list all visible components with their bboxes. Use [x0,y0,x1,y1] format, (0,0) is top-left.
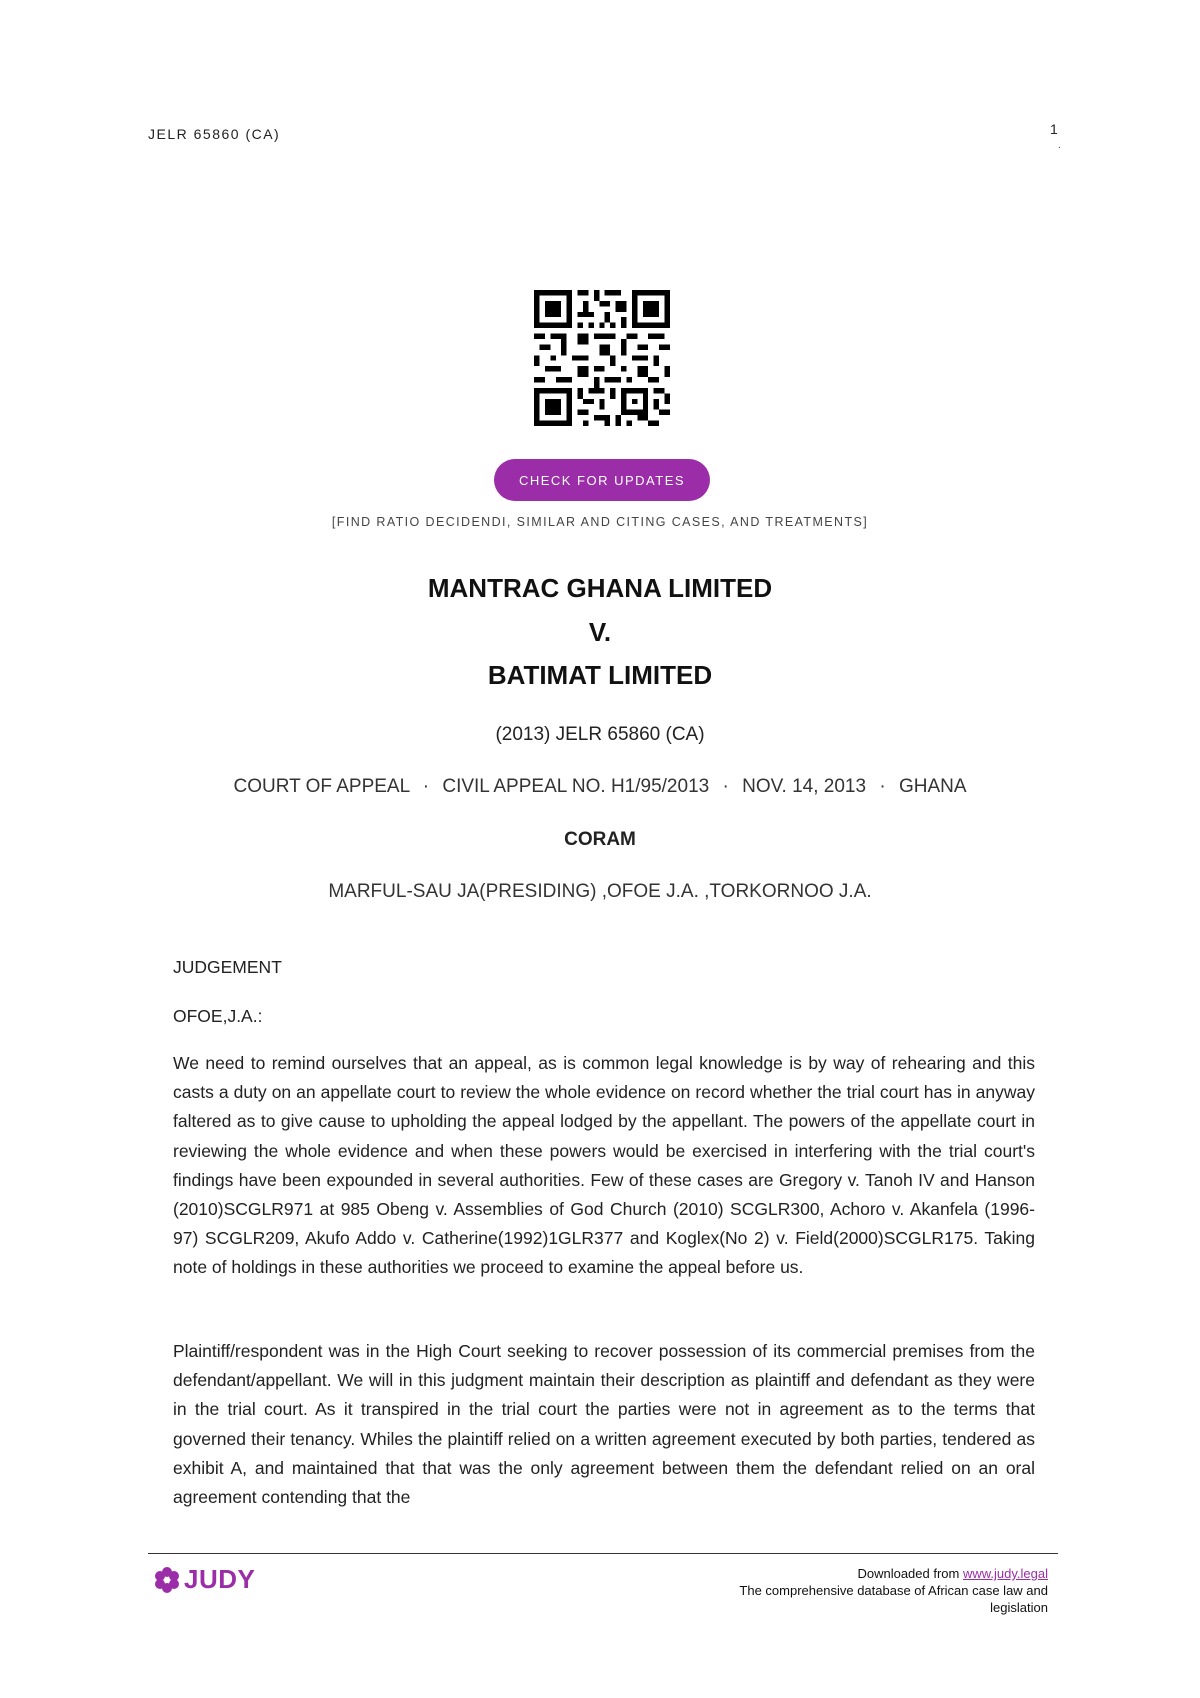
header-dot: . [1058,140,1061,151]
downloaded-line [739,1565,1048,1582]
body-paragraph: We need to remind ourselves that an appeal, as is common legal knowledge is by way of rehearing and this casts a duty on an appellate court to review the whole evidence on record whether the trial court has in anyway faltered as to give cause to upholding the appeal lodged by the appellant. The powers of the appellate court in reviewing the whole evidence and when these powers would be exercised in interfering with the trial court's findings have been expounded in several authorities. Few of these cases are Gregory v. Tanoh IV and Hanson (2010)SCGLR971 at 985 Obeng v. Assemblies of God Church (2010) SCGLR300, Achoro v. Akanfela (1996-97) SCGLR209, Akufo Addo v. Catherine(1992)1GLR377 and Koglex(No 2) v. Field(2000)SCGLR175. Taking note of holdings in these authorities we proceed to examine the appeal before us. [173,1053,1035,1278]
meta-separator: · [422,776,430,797]
case-meta-line [0,776,1200,798]
meta-separator: · [879,776,886,797]
body-paragraph: Plaintiff/respondent was in the High Court seeking to recover possession of its commercial premises from the defendant/appellant. We will in this judgment maintain their description as plaintiff and defendant as they were in the trial court. As it transpired in the trial court the parties were not in agreement as to the terms that governed their tenancy. Whiles the plaintiff relied on a written agreement executed by both parties, tendered as exhibit A, and maintained that that was the only agreement between them the defendant relied on an oral agreement contending that the [173,1341,1035,1508]
case-party-1: MANTRAC GHANA LIMITED [427,573,773,603]
case-citation: (2013) JELR 65860 (CA) [495,724,705,745]
coram-label: CORAM [564,829,636,850]
footer-tagline-2: legislation [990,1600,1048,1615]
footer-info [739,1565,1048,1616]
downloaded-prefix: Downloaded from [857,1566,963,1581]
find-ratio-link[interactable]: [FIND RATIO DECIDENDI, SIMILAR AND CITING CASES, AND TREATMENTS] [331,515,869,529]
footer-tagline-1: The comprehensive database of African case law and [739,1583,1048,1598]
judy-logo [153,1564,255,1595]
flower-icon [153,1566,181,1594]
country: GHANA [898,776,967,797]
logo-text: JUDY [184,1564,256,1594]
judges-list: MARFUL-SAU JA(PRESIDING) ,OFOE J.A. ,TORKORNOO J.A. [328,881,872,902]
page-number: 1 [1050,121,1058,137]
judge-name: OFOE,J.A.: [173,1006,263,1026]
case-versus: V. [588,617,612,647]
judgment-date: NOV. 14, 2013 [742,776,867,797]
appeal-number: CIVIL APPEAL NO. H1/95/2013 [442,776,710,797]
judy-website-link[interactable]: www.judy.legal [962,1566,1048,1581]
judgement-heading: JUDGEMENT [173,957,282,977]
running-header-citation: JELR 65860 (CA) [148,126,281,142]
meta-separator: · [722,776,729,797]
footer-divider [148,1553,1058,1554]
court-name: COURT OF APPEAL [233,776,410,797]
check-for-updates-button[interactable]: CHECK FOR UPDATES [494,459,710,501]
case-party-2: BATIMAT LIMITED [487,660,713,690]
qr-code-icon [534,290,670,426]
